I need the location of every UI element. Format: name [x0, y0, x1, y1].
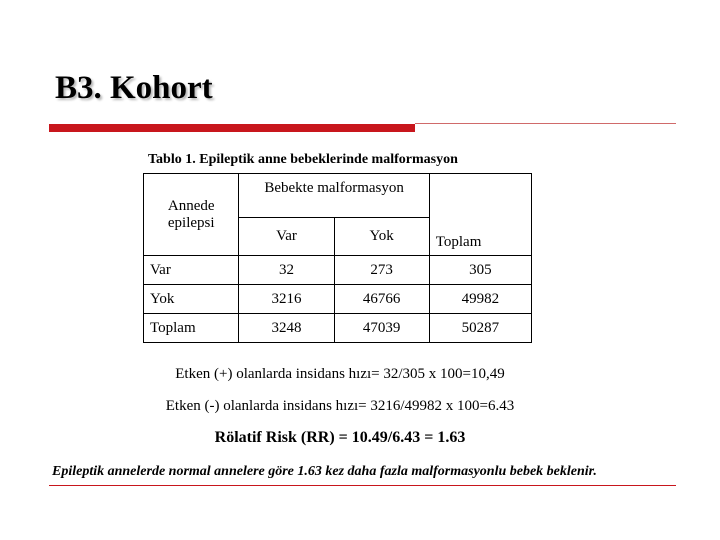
title-divider-line: [415, 123, 676, 124]
cell: 3216: [239, 285, 334, 314]
table-row: [144, 256, 532, 285]
cell: 32: [239, 256, 334, 285]
conclusion-text: Epileptik annelerde normal annelere göre 1.63 kez daha fazla malformasyonlu bebek beklenir.: [52, 464, 597, 479]
cell: 46766: [334, 285, 429, 314]
relative-risk-formula: Rölatif Risk (RR) = 10.49/6.43 = 1.63: [214, 429, 466, 446]
table-caption: Tablo 1. Epileptik anne bebeklerinde malformasyon: [148, 152, 458, 167]
total-header: Toplam: [429, 174, 531, 256]
malformation-table: [143, 173, 532, 343]
bottom-divider-line: [49, 485, 676, 486]
title-accent-bar: [49, 124, 415, 132]
table-row: [144, 314, 532, 343]
table-row: [144, 285, 532, 314]
sub-header-yok: Yok: [334, 218, 429, 256]
row-header-label: Annede epilepsi: [144, 174, 239, 256]
cell: 50287: [429, 314, 531, 343]
row-label: Var: [144, 256, 239, 285]
cell: 273: [334, 256, 429, 285]
cell: 49982: [429, 285, 531, 314]
cell: 47039: [334, 314, 429, 343]
unexposed-incidence-formula: Etken (-) olanlarda insidans hızı= 3216/49982 x 100=6.43: [165, 398, 515, 414]
row-label: Yok: [144, 285, 239, 314]
cell: 305: [429, 256, 531, 285]
row-label: Toplam: [144, 314, 239, 343]
group-header: Bebekte malformasyon: [239, 174, 429, 218]
cell: 3248: [239, 314, 334, 343]
exposed-incidence-formula: Etken (+) olanlarda insidans hızı= 32/305 x 100=10,49: [175, 366, 505, 382]
sub-header-var: Var: [239, 218, 334, 256]
slide-title: B3. Kohort: [55, 70, 213, 106]
